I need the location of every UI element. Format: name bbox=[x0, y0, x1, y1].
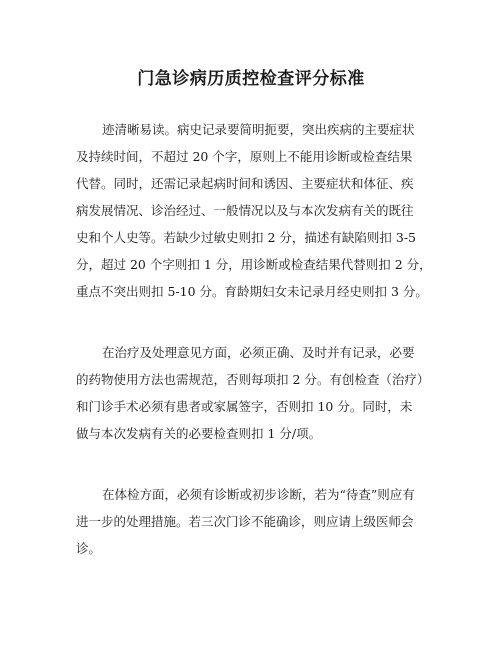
paragraph-3-line-1: 在体检方面，必须有诊断或初步诊断，若为“待查”则应有 bbox=[102, 487, 415, 502]
document-title: 门急诊病历质控检查评分标准 bbox=[137, 69, 365, 89]
paragraph-1-line-5: 史和个人史等。若缺少过敏史则扣 2 分，描述有缺陷则扣 3-5 bbox=[76, 230, 417, 245]
paragraph-3-line-2: 进一步的处理措施。若三次门诊不能确诊，则应请上级医师会 bbox=[76, 514, 414, 529]
paragraph-2-line-4: 做与本次发病有关的必要检查则扣 1 分/项。 bbox=[76, 426, 322, 441]
paragraph-1-line-6: 分，超过 20 个字则扣 1 分，用诊断或检查结果代替则扣 2 分， bbox=[76, 257, 432, 272]
paragraph-1-line-4: 病发展情况、诊治经过、一般情况以及与本次发病有关的既往 bbox=[76, 203, 414, 218]
paragraph-1-line-7: 重点不突出则扣 5-10 分。育龄期妇女未记录月经史则扣 3 分。 bbox=[76, 284, 428, 299]
paragraph-2-line-1: 在治疗及处理意见方面，必须正确、及时并有记录，必要 bbox=[102, 345, 415, 360]
paragraph-1-line-1: 迹清晰易读。病史记录要简明扼要，突出疾病的主要症状 bbox=[102, 122, 415, 137]
paragraph-3-line-3: 诊。 bbox=[76, 541, 102, 556]
paragraph-2-line-3: 和门诊手术必须有患者或家属签字，否则扣 10 分。同时，未 bbox=[76, 399, 413, 414]
paragraph-1-line-3: 代替。同时，还需记录起病时间和诱因、主要症状和体征、疾 bbox=[76, 176, 414, 191]
paragraph-1-line-2: 及持续时间，不超过 20 个字，原则上不能用诊断或检查结果 bbox=[76, 149, 413, 164]
paragraph-2-line-2: 的药物使用方法也需规范，否则每项扣 2 分。有创检查（治疗） bbox=[76, 372, 430, 387]
